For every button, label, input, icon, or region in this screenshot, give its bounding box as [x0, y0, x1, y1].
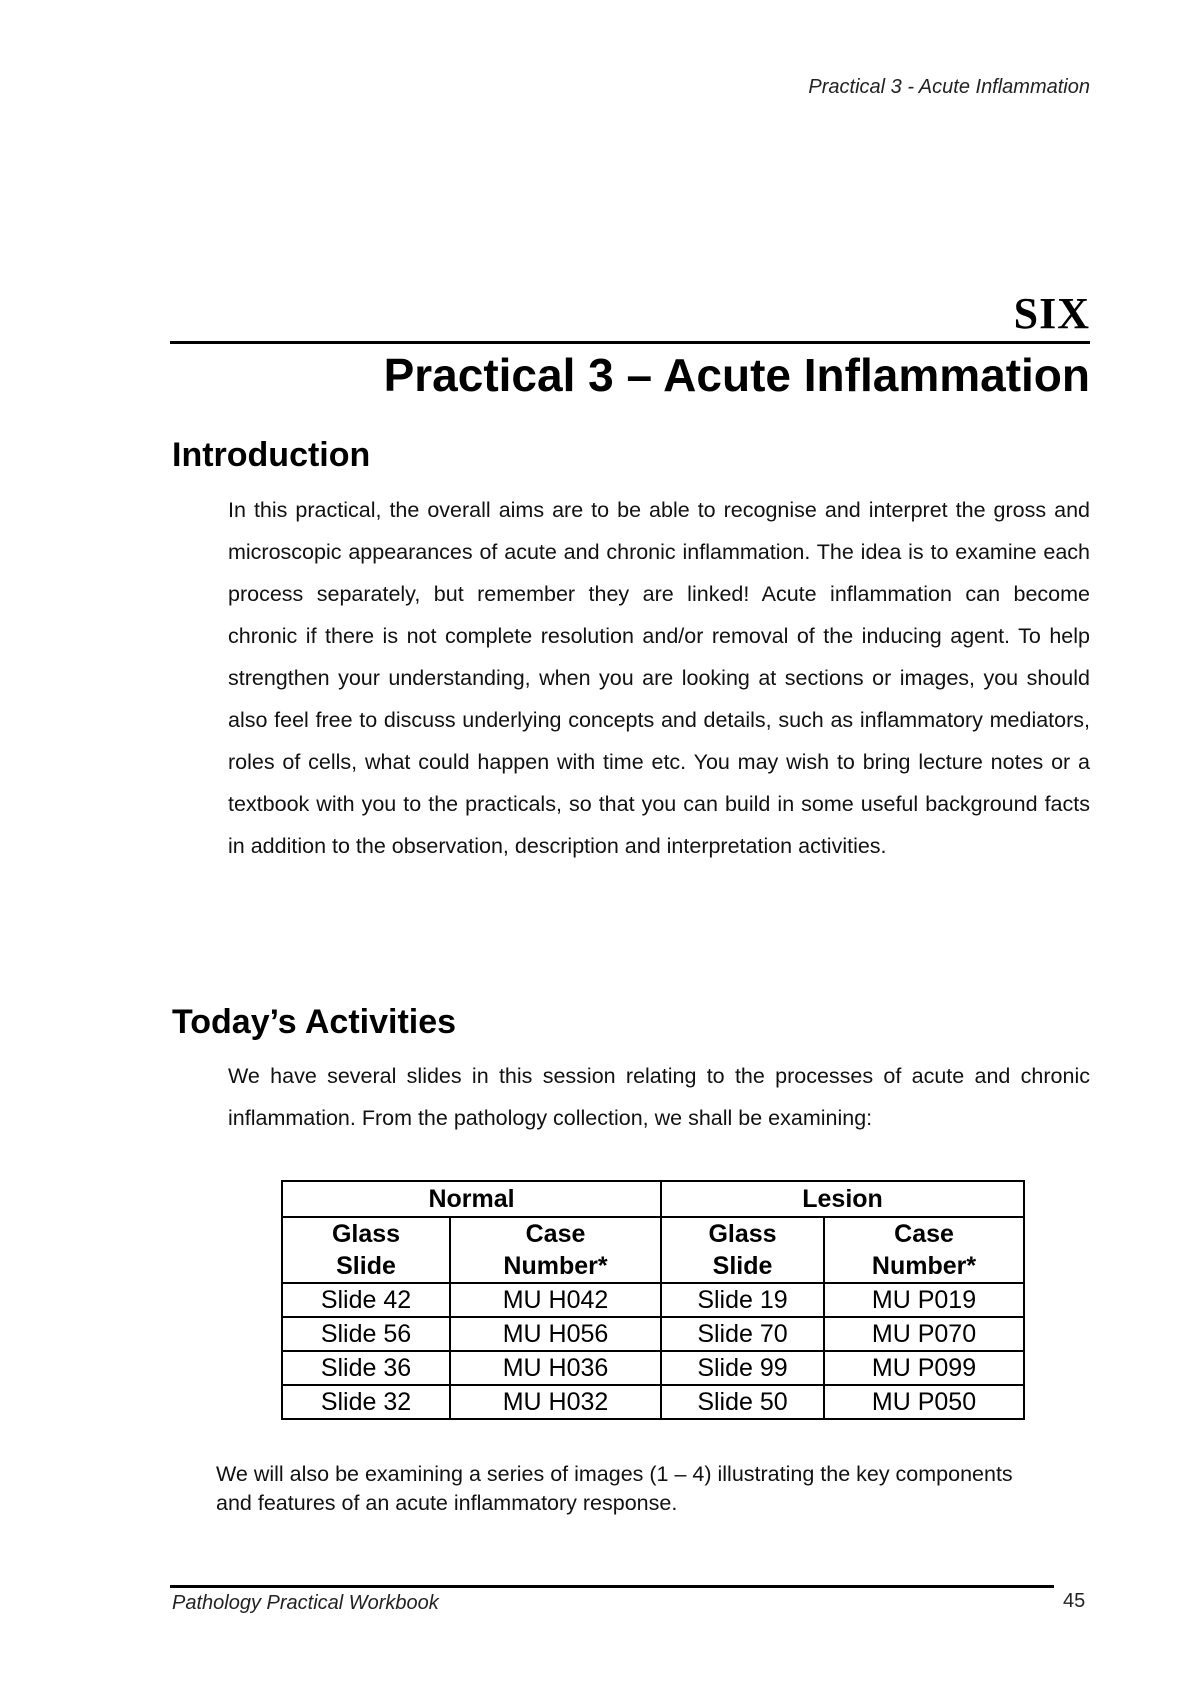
column-header-glass-slide: Glass Slide — [282, 1217, 450, 1283]
table-cell: Slide 70 — [661, 1317, 824, 1351]
table-row — [282, 1283, 1024, 1317]
column-header-case-number: Case Number* — [824, 1217, 1024, 1283]
table-cell: MU H032 — [450, 1385, 661, 1419]
table-cell: MU P070 — [824, 1317, 1024, 1351]
table-cell: MU P019 — [824, 1283, 1024, 1317]
table-cell: MU P050 — [824, 1385, 1024, 1419]
introduction-paragraph: In this practical, the overall aims are to be able to recognise and interpret the gross and microscopic appearances of acute and chronic inflammation. The idea is to examine each process separately, but remember they are linked! Acute inflammation can become chronic if there is not complete resolution and/or removal of the inducing agent. To help strengthen your understanding, when you are looking at sections or images, you should also feel free to discuss underlying concepts and details, such as inflammatory mediators, roles of cells, what could happen with time etc. You may wish to bring lecture notes or a textbook with you to the practicals, so that you can build in some useful background facts in addition to the observation, description and interpretation activities. — [228, 498, 1090, 858]
closing-paragraph: We will also be examining a series of images (1 – 4) illustrating the key components and features of an acute inflammatory response. — [216, 1462, 1013, 1515]
table-column-header-row — [282, 1217, 1024, 1283]
table-row — [282, 1385, 1024, 1419]
table-cell: Slide 19 — [661, 1283, 824, 1317]
table-group-header-row — [282, 1181, 1024, 1217]
footer-title: Pathology Practical Workbook — [172, 1592, 439, 1614]
group-header-normal: Normal — [282, 1181, 661, 1217]
table-cell: MU H056 — [450, 1317, 661, 1351]
page-number: 45 — [1063, 1590, 1086, 1612]
chapter-divider — [170, 341, 1090, 344]
table-cell: MU P099 — [824, 1351, 1024, 1385]
chapter-number: SIX — [1013, 289, 1090, 338]
column-header-case-number: Case Number* — [450, 1217, 661, 1283]
footer-divider — [170, 1585, 1054, 1588]
table-cell: Slide 50 — [661, 1385, 824, 1419]
table-row — [282, 1317, 1024, 1351]
activities-heading: Today’s Activities — [172, 1003, 457, 1041]
table-row — [282, 1351, 1024, 1385]
running-header: Practical 3 - Acute Inflammation — [808, 76, 1090, 98]
table-cell: Slide 42 — [282, 1283, 450, 1317]
activities-paragraph: We have several slides in this session relating to the processes of acute and chronic inflammation. From the pathology collection, we shall be examining: — [228, 1064, 1090, 1130]
slides-table — [281, 1180, 1025, 1420]
table-cell: Slide 36 — [282, 1351, 450, 1385]
table-cell: Slide 32 — [282, 1385, 450, 1419]
column-header-glass-slide: Glass Slide — [661, 1217, 824, 1283]
table-cell: Slide 56 — [282, 1317, 450, 1351]
chapter-title: Practical 3 – Acute Inflammation — [383, 349, 1090, 401]
table-cell: MU H042 — [450, 1283, 661, 1317]
group-header-lesion: Lesion — [661, 1181, 1024, 1217]
introduction-heading: Introduction — [172, 436, 371, 474]
table-cell: Slide 99 — [661, 1351, 824, 1385]
table-cell: MU H036 — [450, 1351, 661, 1385]
